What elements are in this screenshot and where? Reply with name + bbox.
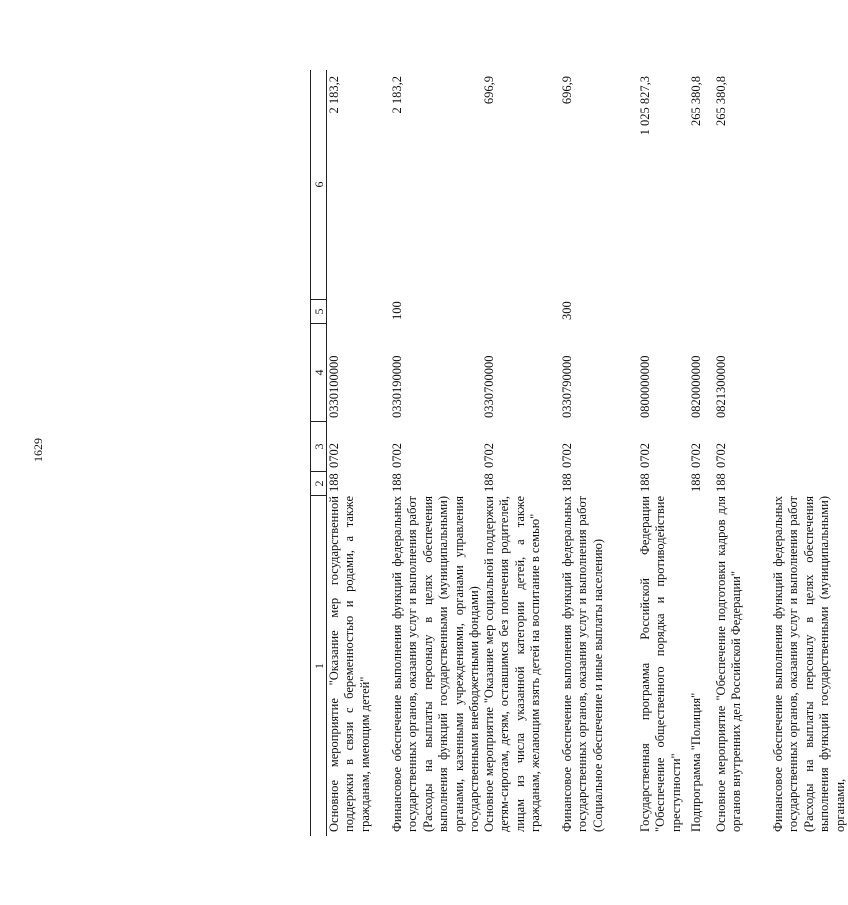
row-section-code: 0702	[560, 443, 574, 468]
row-amount: 1 025 827,3	[638, 76, 652, 136]
row-ministry-code: 188	[638, 473, 652, 492]
row-name-cell	[560, 496, 636, 836]
row-target-code: 0330190000	[390, 355, 404, 418]
row-target-code-cell	[390, 324, 480, 422]
row-section-code-cell	[689, 422, 712, 472]
row-name: Финансовое обеспечение выполнения функций федеральных государственных органов, оказания услуг и выполнения работ (Расходы на выплаты персоналу в целях обеспечения выполнения функций государственными (муниципальными) органами,	[771, 496, 847, 832]
header-col-4: 4	[310, 324, 326, 422]
row-target-code: 0330790000	[560, 355, 574, 418]
row-expense-type-cell	[327, 300, 387, 324]
row-ministry-code: 188	[560, 473, 574, 492]
row-section-code-cell	[771, 422, 841, 472]
row-amount-cell	[638, 70, 687, 300]
row-ministry-code: 188	[482, 473, 496, 492]
row-target-code-cell	[714, 324, 769, 422]
row-name-cell	[689, 496, 712, 836]
row-ministry-code: 188	[327, 473, 341, 492]
row-name: Финансовое обеспечение выполнения функций федеральных государственных органов, оказания услуг и выполнения работ (Расходы на выплаты персоналу в целях обеспечения выполнения функций государственными (муниципальными) органами, казенными учреждениями, органами управления государственными внебюджетными фондами)	[390, 496, 482, 832]
table-header	[310, 70, 327, 836]
row-amount: 2 183,2	[390, 76, 404, 114]
row-ministry-code-cell	[390, 472, 480, 496]
row-ministry-code-cell	[327, 472, 387, 496]
row-expense-type-cell	[638, 300, 687, 324]
row-amount-cell	[714, 70, 769, 300]
row-amount: 2 183,2	[327, 76, 341, 114]
row-expense-type-cell	[560, 300, 636, 324]
header-col-6: 6	[310, 70, 326, 300]
table-row	[482, 70, 558, 836]
row-section-code: 0702	[390, 443, 404, 468]
table-row	[327, 70, 387, 836]
row-section-code: 0702	[482, 443, 496, 468]
row-target-code-cell	[638, 324, 687, 422]
row-amount-cell	[771, 70, 841, 300]
page-number: 1629	[31, 438, 45, 462]
row-ministry-code-cell	[714, 472, 769, 496]
row-ministry-code-cell	[771, 472, 841, 496]
row-section-code-cell	[560, 422, 636, 472]
row-name: Подпрограмма "Полиция"	[689, 692, 703, 832]
header-col-3: 3	[310, 422, 326, 472]
table-row	[638, 70, 687, 836]
row-expense-type: 300	[560, 301, 574, 320]
row-target-code-cell	[689, 324, 712, 422]
row-target-code: 0330700000	[482, 355, 496, 418]
row-section-code: 0702	[689, 443, 703, 468]
row-ministry-code: 188	[689, 473, 703, 492]
row-ministry-code-cell	[482, 472, 558, 496]
row-section-code: 0702	[638, 443, 652, 468]
row-amount: 696,9	[482, 76, 496, 105]
row-ministry-code-cell	[638, 472, 687, 496]
row-section-code-cell	[638, 422, 687, 472]
row-section-code-cell	[482, 422, 558, 472]
row-target-code-cell	[771, 324, 841, 422]
row-amount-cell	[689, 70, 712, 300]
row-section-code: 0702	[327, 443, 341, 468]
row-section-code-cell	[390, 422, 480, 472]
row-ministry-code-cell	[560, 472, 636, 496]
row-name-cell	[327, 496, 387, 836]
row-amount: 265 380,8	[689, 76, 703, 126]
row-ministry-code: 188	[714, 473, 728, 492]
row-target-code: 0330100000	[327, 355, 341, 418]
row-name-cell	[771, 496, 847, 836]
table-row	[714, 70, 769, 836]
row-target-code-cell	[560, 324, 636, 422]
row-target-code: 0821300000	[714, 355, 728, 418]
row-target-code: 0820000000	[689, 355, 703, 418]
row-name-cell	[482, 496, 558, 836]
row-name: Основное мероприятие "Оказание мер социальной поддержки детям-сиротам, детям, оставшимся без попечения родителей, лицам из числа указанной категории детей, а также гражданам, желающим взять детей на воспитание в семью"	[482, 496, 543, 832]
table-row	[560, 70, 636, 836]
row-amount-cell	[482, 70, 558, 300]
row-expense-type-cell	[689, 300, 712, 324]
row-target-code: 0800000000	[638, 355, 652, 418]
row-amount-cell	[327, 70, 387, 300]
header-col-5: 5	[310, 300, 326, 324]
row-expense-type-cell	[482, 300, 558, 324]
row-section-code-cell	[714, 422, 769, 472]
row-section-code: 0702	[714, 443, 728, 468]
row-amount-cell	[390, 70, 480, 300]
row-amount: 696,9	[560, 76, 574, 105]
table-row	[390, 70, 480, 836]
row-name-cell	[390, 496, 480, 836]
row-amount-cell	[560, 70, 636, 300]
row-target-code-cell	[482, 324, 558, 422]
header-col-1: 1	[310, 496, 326, 836]
row-ministry-code: 188	[390, 473, 404, 492]
row-name: Основное мероприятие "Обеспечение подготовки кадров для органов внутренних дел Российской Федерации"	[714, 496, 744, 832]
row-name-cell	[714, 496, 769, 836]
header-col-2: 2	[310, 472, 326, 496]
row-expense-type-cell	[771, 300, 841, 324]
row-expense-type-cell	[390, 300, 480, 324]
row-expense-type: 100	[390, 301, 404, 320]
row-ministry-code-cell	[689, 472, 712, 496]
row-amount: 265 380,8	[714, 76, 728, 126]
row-target-code-cell	[327, 324, 387, 422]
row-name: Основное мероприятие "Оказание мер государственной поддержки в связи с беременностью и родами, а также гражданам, имеющим детей"	[327, 496, 372, 832]
row-name: Государственная программа Российской Федерации "Обеспечение общественного порядка и противодействие преступности"	[638, 496, 683, 832]
row-name: Финансовое обеспечение выполнения функций федеральных государственных органов, оказания услуг и выполнения работ (Социальное обеспечение и иные выплаты населению)	[560, 496, 605, 832]
row-expense-type-cell	[714, 300, 769, 324]
budget-table	[310, 70, 847, 836]
row-name-cell	[638, 496, 687, 836]
table-row	[689, 70, 712, 836]
row-section-code-cell	[327, 422, 387, 472]
table-row	[771, 70, 847, 836]
